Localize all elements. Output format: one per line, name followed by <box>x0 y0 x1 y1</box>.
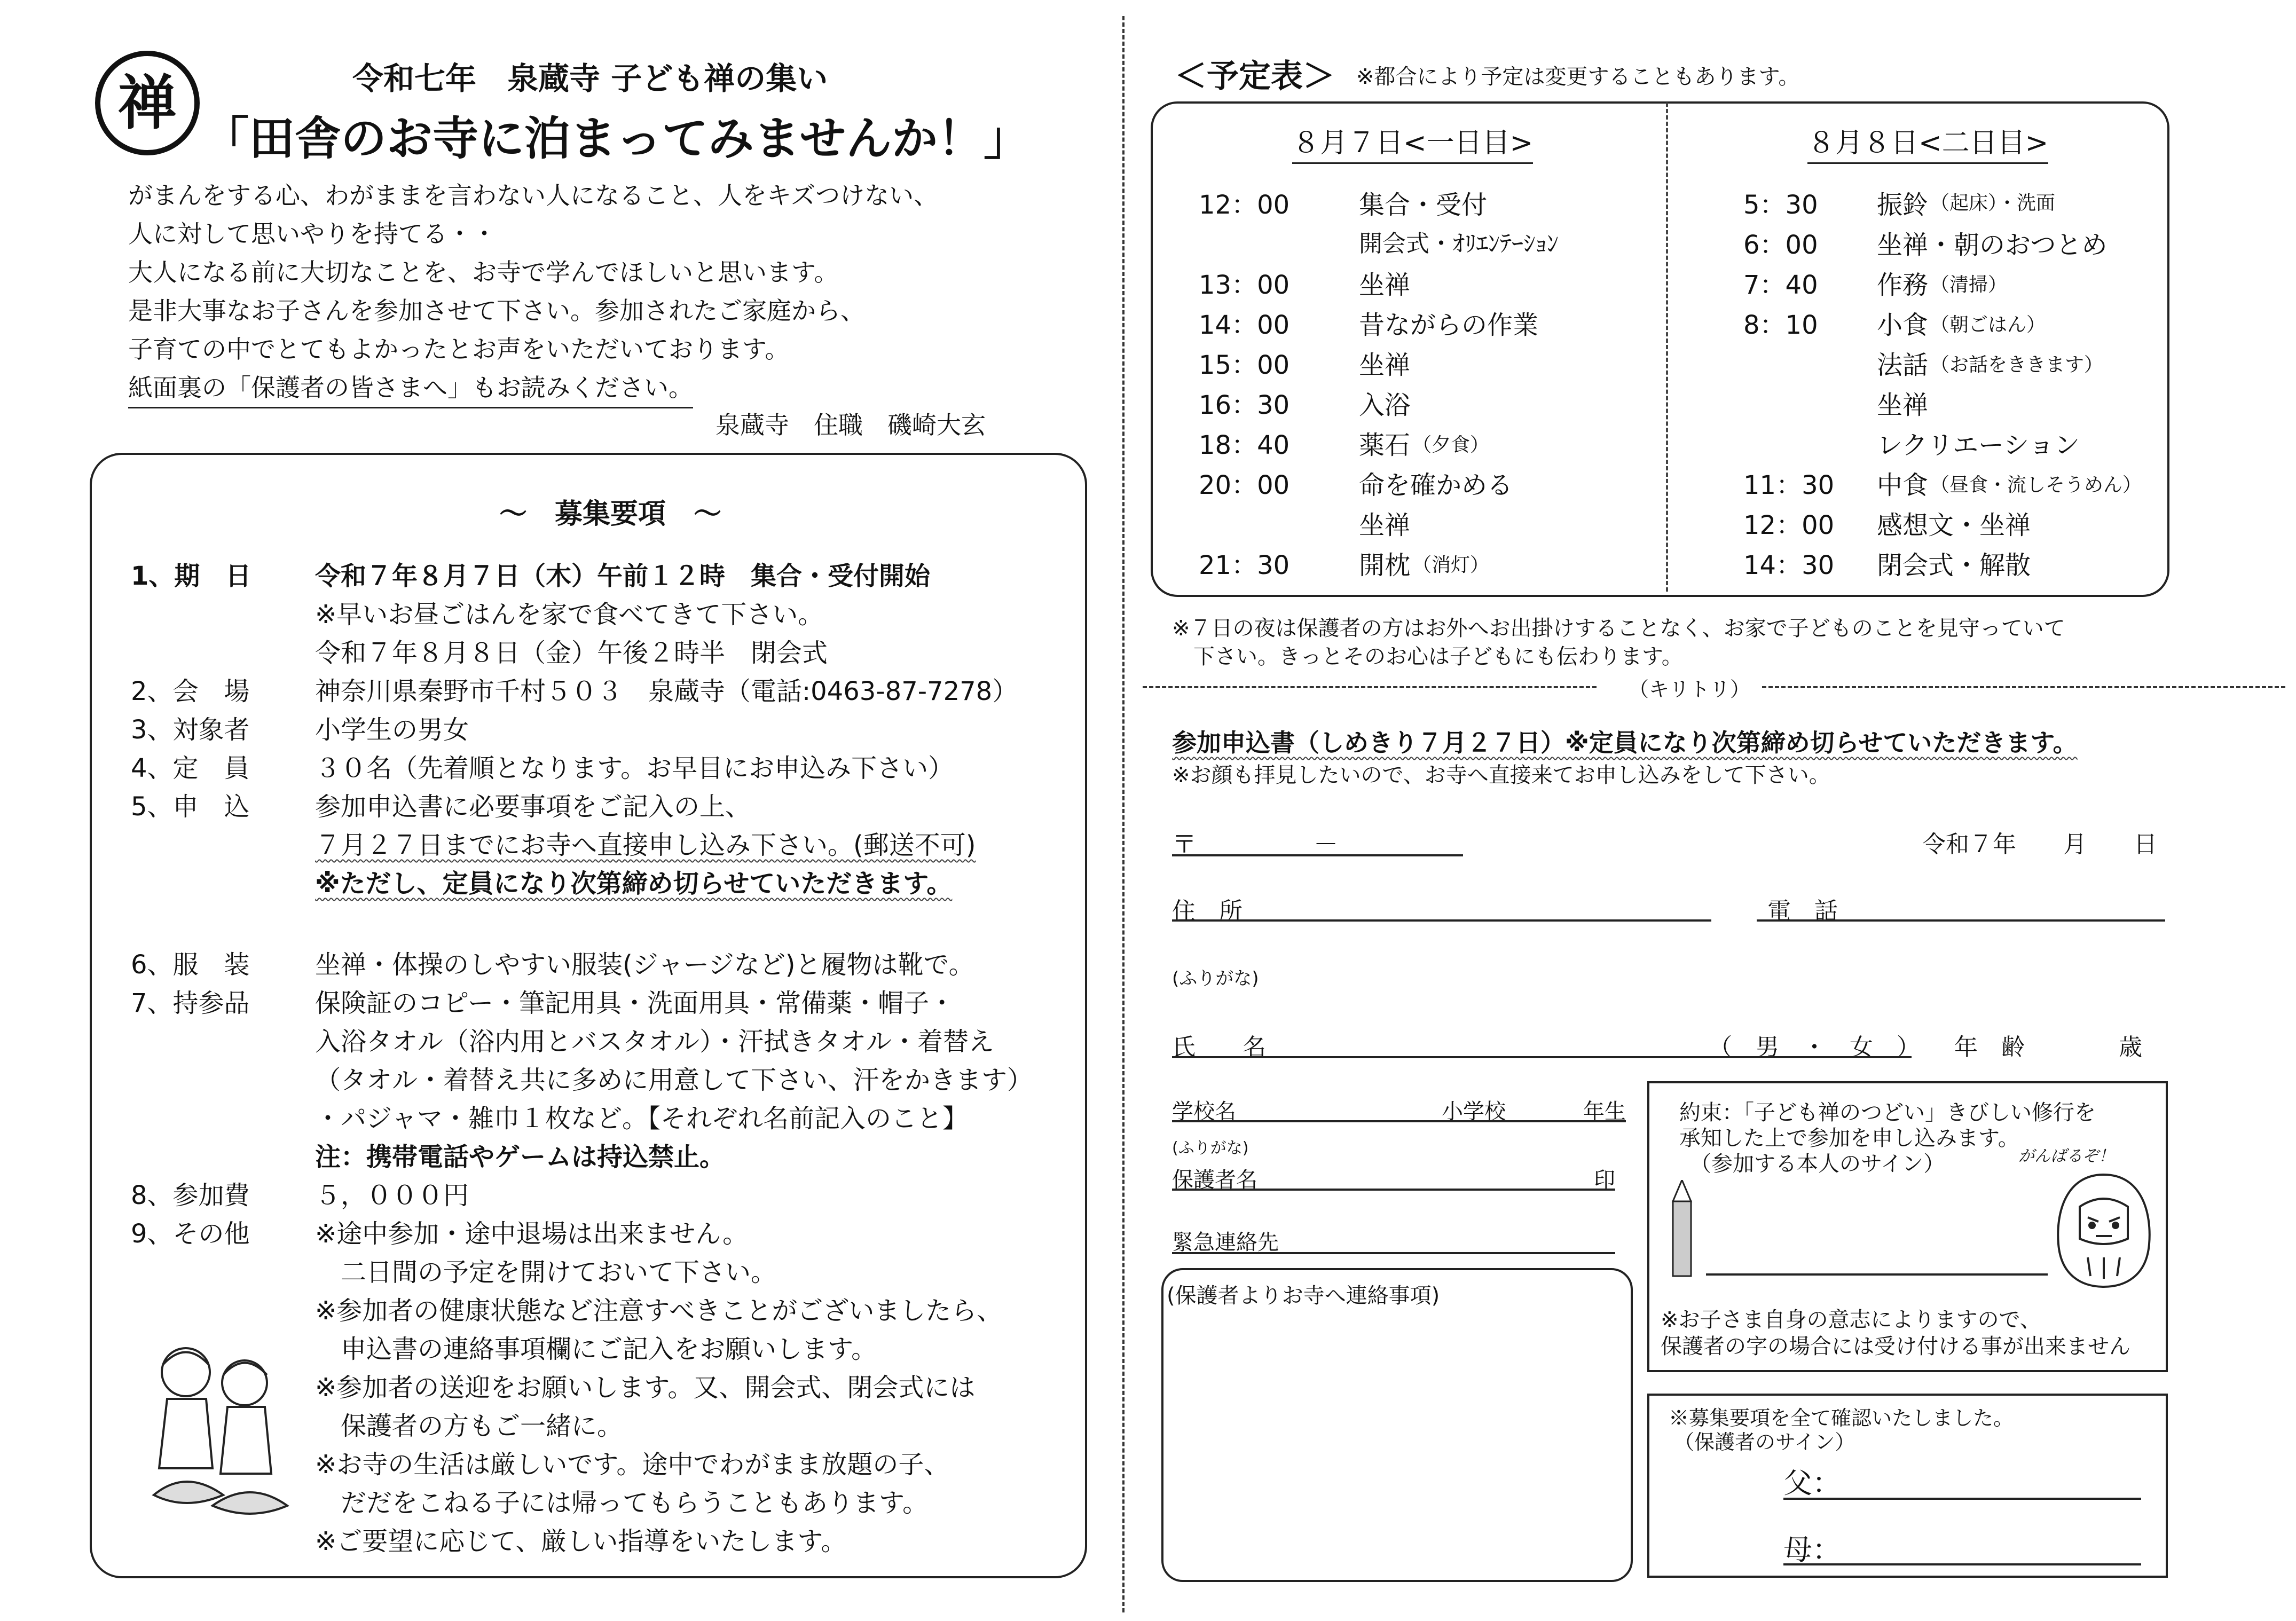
day2-time: 5：30 <box>1743 190 1818 220</box>
promise-note: ※お子さま自身の意志によりますので、 <box>1661 1308 2041 1332</box>
day1-title: ８月７日<一日目> <box>1292 120 1533 164</box>
pencil-icon <box>1669 1180 1695 1281</box>
zen-logo-char: 禅 <box>118 68 177 137</box>
father-signature-field[interactable] <box>1783 1498 2141 1500</box>
day2-event: 坐禅・朝のおつとめ <box>1877 230 2108 260</box>
father-label: 父： <box>1783 1466 1841 1500</box>
recruit-text: ・パジャマ・雑巾１枚など。【それぞれ名前記入のこと】 <box>315 1104 969 1134</box>
recruit-label: 1、期 日 <box>131 561 251 591</box>
recruit-text: ※参加者の健康状態など注意すべきことがございましたら、 <box>315 1296 1003 1326</box>
day2-note: （お話をききます） <box>1930 354 2104 376</box>
recruit-text: 神奈川県秦野市千村５０３ 泉蔵寺（電話:0463-87-7278） <box>315 676 1018 706</box>
recruit-text: （タオル・着替え共に多めに用意して下さい、汗をかきます） <box>315 1065 1033 1095</box>
day2-event: 中食 <box>1877 470 1929 500</box>
recruit-label: 7、持参品 <box>131 988 250 1018</box>
cut-label: （キリトリ） <box>1629 678 1751 701</box>
day1-event: 坐禅 <box>1359 270 1411 300</box>
recruit-text: 保険証のコピー・筆記用具・洗面用具・常備薬・帽子・ <box>315 988 955 1018</box>
intro-line: 是非大事なお子さんを参加させて下さい。参加されたご家庭から、 <box>128 296 865 325</box>
day2-time: 11：30 <box>1743 470 1835 500</box>
phone-field[interactable] <box>1757 919 2165 922</box>
day1-event: 集合・受付 <box>1359 190 1488 220</box>
day2-event: 法話 <box>1877 350 1929 380</box>
recruit-text: 保護者の方もご一緒に。 <box>315 1411 623 1441</box>
schedule-heading: ＜予定表＞ <box>1175 58 1335 95</box>
intro-line: がまんをする心、わがままを言わない人になること、人をキズつけない、 <box>128 181 939 210</box>
intro-line: 子育ての中でとてもよかったとお声をいただいております。 <box>128 335 790 364</box>
recruit-label: 5、申 込 <box>131 792 250 822</box>
intro-line: 大人になる前に大切なことを、お寺で学んでほしいと思います。 <box>128 258 839 287</box>
recruit-text: 小学生の男女 <box>315 715 469 745</box>
cut-line-right <box>1762 686 2285 688</box>
confirm-line: （保護者のサイン） <box>1674 1430 1855 1454</box>
guardian-label: 保護者名 <box>1172 1168 1257 1192</box>
guardian-field[interactable] <box>1172 1189 1615 1191</box>
day1-event: 薬石 <box>1359 430 1411 460</box>
promise-note: 保護者の字の場合には受け付ける事が出来ません <box>1661 1334 2130 1359</box>
postal-label: 〒 <box>1172 830 1197 859</box>
day2-event: 振鈴 <box>1877 190 1929 220</box>
intro-line: 人に対して思いやりを持てる・・ <box>128 219 497 248</box>
recruit-text: 参加申込書に必要事項をご記入の上、 <box>315 792 751 822</box>
recruit-text: 二日間の予定を開けておいて下さい。 <box>315 1257 777 1287</box>
day1-time: 14：00 <box>1199 310 1290 340</box>
recruit-text: ７月２７日までにお寺へ直接申し込み下さい。(郵送不可) <box>315 830 976 860</box>
form-subtitle: ※お顔も拝見したいので、お寺へ直接来てお申し込みをして下さい。 <box>1172 763 1830 788</box>
center-cut-line <box>1122 16 1125 1612</box>
child-signature-field[interactable] <box>1706 1273 2048 1276</box>
day1-event: 入浴 <box>1359 390 1411 420</box>
day2-time: 6：00 <box>1743 230 1818 260</box>
age-label: 年 齢 歳 <box>1954 1034 2142 1061</box>
schedule-note: ※都合により予定は変更することもあります。 <box>1356 65 1800 89</box>
recruit-label: 4、定 員 <box>131 753 250 783</box>
postal-dash: － <box>1314 830 1338 859</box>
schedule-divider <box>1666 103 1668 592</box>
day1-event: 開枕 <box>1359 550 1411 580</box>
meditating-children-illustration <box>143 1335 293 1548</box>
school-label: 学校名 <box>1172 1099 1236 1124</box>
cut-line-left <box>1143 686 1597 688</box>
recruit-label: 2、会 場 <box>131 676 250 706</box>
day1-time: 20：00 <box>1199 470 1290 500</box>
day1-time: 12：00 <box>1199 190 1290 220</box>
day1-event: 坐禅 <box>1359 350 1411 380</box>
priest-signature: 泉蔵寺 住職 磯崎大玄 <box>715 411 986 439</box>
recruit-text: 令和７年８月８日（金）午後２時半 閉会式 <box>315 638 828 668</box>
recruit-text: ５，０００円 <box>315 1181 469 1210</box>
confirm-line: ※募集要項を全て確認いたしました。 <box>1669 1406 2014 1430</box>
zen-logo <box>95 51 200 155</box>
postal-field[interactable] <box>1172 854 1463 856</box>
day1-event: 坐禅 <box>1359 510 1411 540</box>
recruit-text: 入浴タオル（浴内用とバスタオル）・汗拭きタオル・着替え <box>315 1027 995 1057</box>
day1-note: （夕食） <box>1412 434 1490 456</box>
form-date: 令和７年 月 日 <box>1922 831 2157 858</box>
day2-event: レクリエーション <box>1877 430 2080 460</box>
phone-label: 電 話 <box>1767 898 1838 925</box>
schedule-footnote: 下さい。きっとそのお心は子どもにも伝わります。 <box>1172 644 1683 669</box>
promise-line: （参加する本人のサイン） <box>1690 1152 1945 1176</box>
recruit-label: 8、参加費 <box>131 1181 250 1210</box>
recruit-text: 坐禅・体操のしやすい服装(ジャージなど)と履物は靴で。 <box>315 950 974 980</box>
recruit-text: ※ただし、定員になり次第締め切らせていただきます。 <box>315 869 953 899</box>
day2-time: 12：00 <box>1743 510 1835 540</box>
recruit-text: ※ご要望に応じて、厳しい指導をいたします。 <box>315 1526 847 1556</box>
recruit-label: 9、その他 <box>131 1219 250 1249</box>
day2-time: 7：40 <box>1743 270 1818 300</box>
name-label: 氏 名 <box>1172 1034 1266 1061</box>
day1-time: 18：40 <box>1199 430 1290 460</box>
mother-signature-field[interactable] <box>1783 1563 2141 1565</box>
furigana-label: (ふりがな) <box>1172 968 1259 989</box>
day2-event: 小食 <box>1877 310 1929 340</box>
event-title: 「田舎のお寺に泊まってみませんか！」 <box>203 112 1029 166</box>
event-subtitle: 令和七年 泉蔵寺 子ども禅の集い <box>352 60 828 97</box>
recruit-text: ３０名（先着順となります。お早目にお申込み下さい） <box>315 753 954 783</box>
recruit-heading: ～ 募集要項 ～ <box>499 498 722 530</box>
seal-label: 印 <box>1594 1168 1615 1192</box>
day1-event: 昔ながらの作業 <box>1359 310 1539 340</box>
emergency-field[interactable] <box>1172 1252 1615 1254</box>
school-suffix-1: 小学校 <box>1442 1099 1506 1124</box>
contact-box[interactable] <box>1161 1268 1633 1582</box>
gender-label: （ 男 ・ 女 ） <box>1709 1034 1920 1061</box>
promise-line: 約束：「子ども禅のつどい」きびしい修行を <box>1679 1100 2096 1125</box>
day1-time: 16：30 <box>1199 390 1290 420</box>
recruit-text: 令和７年８月７日（木）午前１２時 集合・受付開始 <box>315 561 931 591</box>
promise-line: 承知した上で参加を申し込みます。 <box>1679 1126 2019 1151</box>
recruit-text: ※早いお昼ごはんを家で食べてきて下さい。 <box>315 600 824 629</box>
furigana-label-2: (ふりがな) <box>1172 1139 1249 1158</box>
form-title: 参加申込書（しめきり７月２７日）※定員になり次第締め切らせていただきます。 <box>1172 728 2078 757</box>
day2-event: 坐禅 <box>1877 390 1929 420</box>
day1-event: 開会式・ｵﾘｴﾝﾃｰｼｮﾝ <box>1359 230 1559 257</box>
recruit-label: 6、服 装 <box>131 950 250 980</box>
day2-note: （昼食・流しそうめん） <box>1930 474 2142 496</box>
address-field[interactable] <box>1172 919 1711 922</box>
day2-note: （起床）・洗面 <box>1930 192 2056 214</box>
day2-time: 14：30 <box>1743 550 1835 580</box>
mother-label: 母： <box>1783 1533 1841 1567</box>
school-suffix-2: 年生 <box>1583 1099 1626 1124</box>
contact-box-label: (保護者よりお寺へ連絡事項) <box>1167 1284 1440 1308</box>
day1-time: 13：00 <box>1199 270 1290 300</box>
daruma-icon <box>2050 1169 2157 1292</box>
day2-note: （清掃） <box>1930 274 2008 296</box>
day2-event: 感想文・坐禅 <box>1877 510 2031 540</box>
recruit-text: 申込書の連絡事項欄にご記入をお願いします。 <box>315 1334 877 1364</box>
day2-note: （朝ごはん） <box>1930 314 2046 336</box>
recruit-text: 注：携帯電話やゲームは持込禁止。 <box>315 1142 726 1172</box>
recruit-text: ※参加者の送迎をお願いします。又、開会式、閉会式には <box>315 1373 976 1403</box>
address-label: 住 所 <box>1172 898 1243 925</box>
name-field[interactable] <box>1172 1056 1912 1058</box>
recruit-text: ※途中参加・途中退場は出来ません。 <box>315 1219 749 1249</box>
recruit-label: 3、対象者 <box>131 715 250 745</box>
day1-time: 21：30 <box>1199 550 1290 580</box>
day2-title: ８月８日<二日目> <box>1807 120 2048 164</box>
day1-note: （消灯） <box>1412 554 1490 576</box>
day1-time: 15：00 <box>1199 350 1290 380</box>
intro-line: 紙面裏の「保護者の皆さまへ」もお読みください。 <box>128 368 693 408</box>
day1-event: 命を確かめる <box>1359 470 1513 500</box>
schedule-footnote: ※７日の夜は保護者の方はお外へお出掛けすることなく、お家で子どものことを見守っていて <box>1172 616 2065 641</box>
day2-event: 作務 <box>1877 270 1929 300</box>
school-field[interactable] <box>1172 1120 1626 1122</box>
ganbaru-text: がんばるぞ！ <box>2018 1147 2114 1166</box>
recruit-text: ※お寺の生活は厳しいです。途中でわがまま放題の子、 <box>315 1450 950 1480</box>
recruit-text: だだをこねる子には帰ってもらうこともあります。 <box>315 1488 929 1518</box>
emergency-label: 緊急連絡先 <box>1172 1230 1279 1255</box>
day2-time: 8：10 <box>1743 310 1818 340</box>
day2-event: 閉会式・解散 <box>1877 550 2031 580</box>
